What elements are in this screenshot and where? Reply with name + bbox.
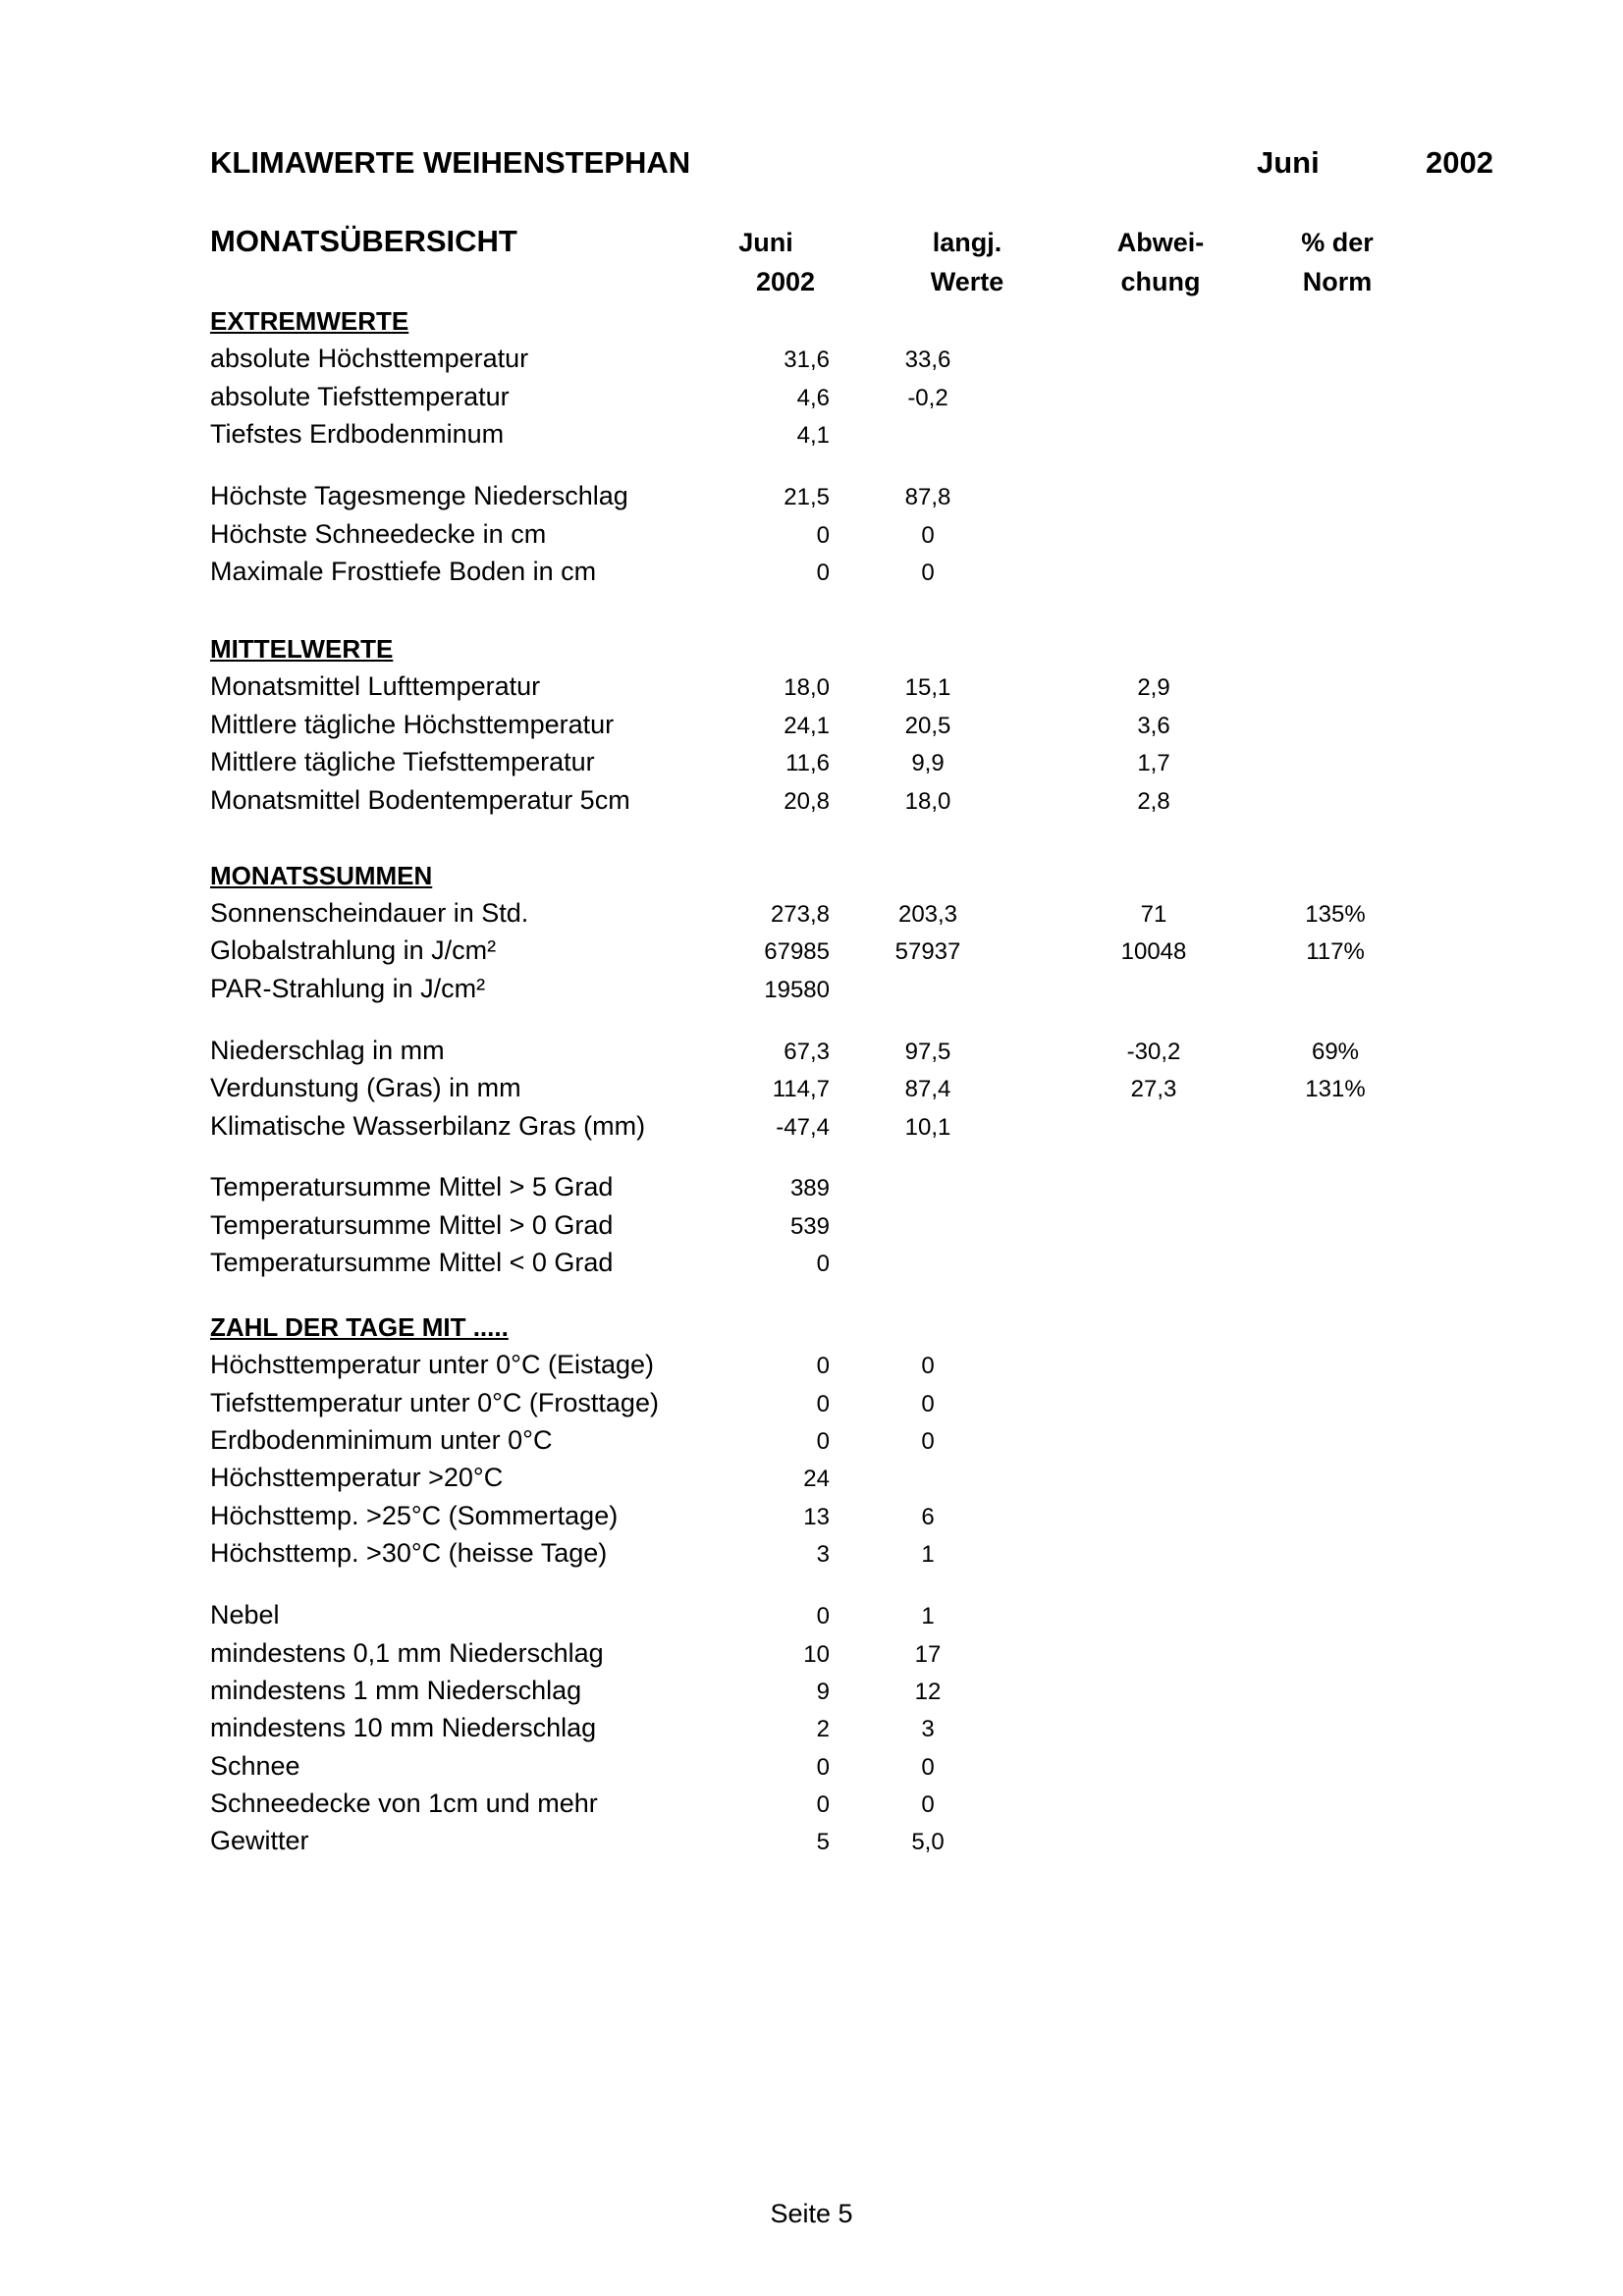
col2-header-line2: Werte	[930, 267, 1004, 296]
header-month: Juni	[1257, 145, 1320, 180]
value-langj-werte: 9,9	[911, 750, 945, 776]
value-langj-werte: -0,2	[907, 385, 948, 411]
section-mittelwerte: MITTELWERTE	[210, 634, 394, 664]
col1-header-line1: Juni	[738, 228, 793, 257]
page-number: Seite 5	[770, 2199, 853, 2228]
value-langj-werte: 87,4	[904, 1076, 951, 1102]
value-langj-werte: 18,0	[904, 788, 951, 815]
value-langj-werte: 20,5	[904, 713, 951, 739]
col2-header-line1: langj.	[932, 228, 1002, 257]
value-langj-werte: 0	[921, 1428, 935, 1455]
value-langj-werte: 87,8	[904, 484, 951, 510]
row-label: Höchste Schneedecke in cm	[210, 519, 547, 549]
value-juni-2002: 0	[816, 1791, 830, 1818]
row-label: mindestens 0,1 mm Niederschlag	[210, 1638, 604, 1668]
value-abweichung: 2,8	[1137, 788, 1170, 815]
value-juni-2002: 9	[816, 1679, 830, 1705]
value-juni-2002: 19580	[764, 977, 830, 1003]
value-juni-2002: 4,1	[796, 422, 830, 449]
row-label: Niederschlag in mm	[210, 1036, 445, 1065]
value-langj-werte: 5,0	[911, 1829, 945, 1855]
value-juni-2002: 0	[816, 1251, 830, 1277]
value-juni-2002: 273,8	[770, 901, 830, 928]
value-langj-werte: 57937	[894, 938, 961, 965]
value-juni-2002: 0	[816, 1603, 830, 1629]
row-label: mindestens 10 mm Niederschlag	[210, 1713, 597, 1742]
value-langj-werte: 15,1	[904, 674, 951, 701]
row-label: Maximale Frosttiefe Boden in cm	[210, 557, 597, 586]
row-label: Höchsttemp. >25°C (Sommertage)	[210, 1501, 619, 1530]
row-label: Schneedecke von 1cm und mehr	[210, 1789, 598, 1818]
row-label: Mittlere tägliche Tiefsttemperatur	[210, 747, 595, 776]
row-label: Schnee	[210, 1751, 300, 1781]
row-label: Temperatursumme Mittel < 0 Grad	[210, 1248, 614, 1277]
value-langj-werte: 1	[921, 1603, 935, 1629]
value-juni-2002: 24,1	[784, 713, 830, 739]
value-abweichung: 27,3	[1130, 1076, 1177, 1102]
value-juni-2002: 24	[803, 1466, 830, 1492]
col3-header-line1: Abwei-	[1116, 228, 1205, 257]
value-langj-werte: 0	[921, 1391, 935, 1417]
value-juni-2002: 0	[816, 522, 830, 549]
row-label: Monatsmittel Lufttemperatur	[210, 671, 541, 701]
section-extremwerte: EXTREMWERTE	[210, 306, 409, 336]
value-langj-werte: 0	[921, 1353, 935, 1379]
row-label: Gewitter	[210, 1826, 309, 1855]
value-langj-werte: 1	[921, 1541, 935, 1568]
value-juni-2002: 0	[816, 560, 830, 586]
value-langj-werte: 0	[921, 1791, 935, 1818]
value-juni-2002: 31,6	[784, 347, 830, 373]
row-label: Temperatursumme Mittel > 5 Grad	[210, 1172, 614, 1201]
value-juni-2002: 5	[816, 1829, 830, 1855]
value-langj-werte: 6	[921, 1504, 935, 1530]
value-juni-2002: -47,4	[776, 1114, 830, 1141]
value-juni-2002: 0	[816, 1428, 830, 1455]
value-langj-werte: 0	[921, 1754, 935, 1781]
col1-header-line2: 2002	[755, 267, 816, 296]
value-juni-2002: 539	[789, 1213, 830, 1240]
row-label: Höchsttemperatur unter 0°C (Eistage)	[210, 1350, 654, 1379]
value-langj-werte: 0	[921, 560, 935, 586]
value-abweichung: 10048	[1120, 938, 1187, 965]
row-label: Erdbodenminimum unter 0°C	[210, 1425, 553, 1455]
col4-header-line1: % der	[1301, 228, 1374, 257]
value-juni-2002: 67,3	[784, 1039, 830, 1065]
row-label: PAR-Strahlung in J/cm²	[210, 974, 486, 1003]
value-prozent-norm: 117%	[1306, 938, 1365, 965]
value-juni-2002: 67985	[764, 938, 830, 965]
value-langj-werte: 3	[921, 1716, 935, 1742]
value-juni-2002: 2	[816, 1716, 830, 1742]
value-langj-werte: 33,6	[904, 347, 951, 373]
row-label: Tiefsttemperatur unter 0°C (Frosttage)	[210, 1388, 659, 1417]
value-langj-werte: 97,5	[904, 1039, 951, 1065]
value-langj-werte: 10,1	[904, 1114, 951, 1141]
value-juni-2002: 10	[803, 1641, 830, 1668]
row-label: Sonnenscheindauer in Std.	[210, 898, 529, 928]
section-monatssummen: MONATSSUMMEN	[210, 861, 433, 890]
row-label: Temperatursumme Mittel > 0 Grad	[210, 1210, 614, 1240]
value-juni-2002: 20,8	[784, 788, 830, 815]
row-label: Höchsttemp. >30°C (heisse Tage)	[210, 1538, 608, 1568]
value-abweichung: 2,9	[1137, 674, 1170, 701]
value-langj-werte: 203,3	[897, 901, 958, 928]
value-juni-2002: 389	[789, 1175, 830, 1201]
value-juni-2002: 3	[816, 1541, 830, 1568]
value-prozent-norm: 131%	[1305, 1076, 1366, 1102]
row-label: Höchste Tagesmenge Niederschlag	[210, 481, 628, 510]
value-prozent-norm: 135%	[1305, 901, 1366, 928]
row-label: absolute Tiefsttemperatur	[210, 382, 510, 411]
value-langj-werte: 17	[914, 1641, 942, 1668]
col3-header-line2: chung	[1120, 267, 1201, 296]
value-juni-2002: 13	[803, 1504, 830, 1530]
value-abweichung: 3,6	[1137, 713, 1170, 739]
value-langj-werte: 0	[921, 522, 935, 549]
row-label: Monatsmittel Bodentemperatur 5cm	[210, 785, 630, 815]
value-abweichung: 1,7	[1137, 750, 1170, 776]
value-juni-2002: 0	[816, 1391, 830, 1417]
value-juni-2002: 18,0	[784, 674, 830, 701]
value-juni-2002: 0	[816, 1754, 830, 1781]
value-juni-2002: 114,7	[772, 1076, 830, 1102]
value-juni-2002: 0	[816, 1353, 830, 1379]
value-abweichung: 71	[1140, 901, 1167, 928]
section-zahl-der-tage: ZAHL DER TAGE MIT .....	[210, 1312, 509, 1342]
row-label: Mittlere tägliche Höchsttemperatur	[210, 710, 615, 739]
value-juni-2002: 4,6	[796, 385, 830, 411]
row-label: Verdunstung (Gras) in mm	[210, 1073, 521, 1102]
value-langj-werte: 12	[914, 1679, 942, 1705]
value-juni-2002: 21,5	[784, 484, 830, 510]
col4-header-line2: Norm	[1302, 267, 1373, 296]
page-title: KLIMAWERTE WEIHENSTEPHAN	[210, 145, 691, 180]
header-year: 2002	[1426, 145, 1493, 180]
row-label: Klimatische Wasserbilanz Gras (mm)	[210, 1111, 646, 1141]
row-label: mindestens 1 mm Niederschlag	[210, 1676, 582, 1705]
overview-title: MONATSÜBERSICHT	[210, 224, 517, 258]
row-label: Nebel	[210, 1600, 280, 1629]
value-juni-2002: 11,6	[785, 750, 830, 776]
value-prozent-norm: 69%	[1311, 1039, 1360, 1065]
row-label: Höchsttemperatur >20°C	[210, 1463, 504, 1492]
row-label: Tiefstes Erdbodenminum	[210, 419, 505, 449]
row-label: Globalstrahlung in J/cm²	[210, 935, 497, 965]
value-abweichung: -30,2	[1126, 1039, 1181, 1065]
row-label: absolute Höchsttemperatur	[210, 344, 529, 373]
